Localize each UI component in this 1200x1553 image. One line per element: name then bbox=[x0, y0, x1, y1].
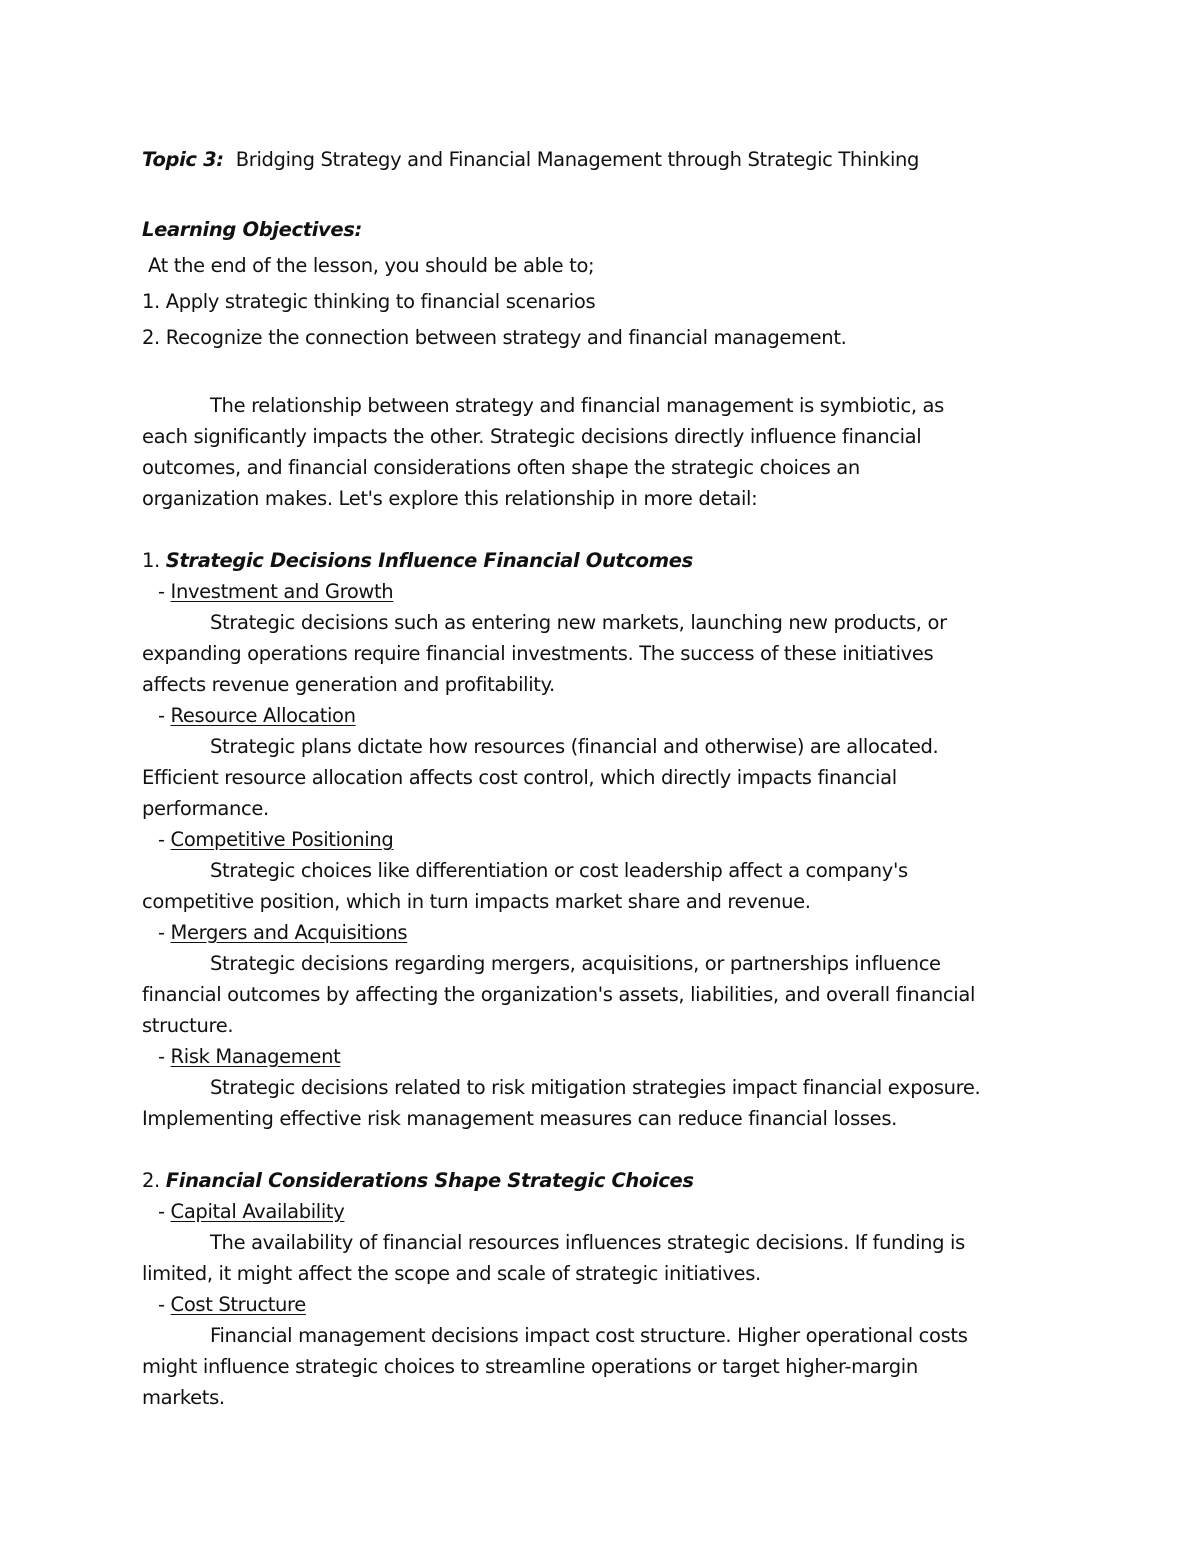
body-line: competitive position, which in turn impacts market share and revenue. bbox=[142, 890, 811, 913]
topic-title-line bbox=[142, 142, 1062, 178]
body-line: Strategic decisions such as entering new markets, launching new products, or bbox=[210, 611, 947, 634]
subsection-title: Competitive Positioning bbox=[170, 828, 394, 851]
body-line: Strategic plans dictate how resources (financial and otherwise) are allocated. bbox=[210, 735, 939, 758]
section-heading bbox=[142, 1165, 1062, 1196]
body-line: The availability of financial resources influences strategic decisions. If funding is bbox=[210, 1231, 965, 1254]
subsection-heading bbox=[142, 824, 1062, 855]
body-line: might influence strategic choices to streamline operations or target higher-margin bbox=[142, 1355, 918, 1378]
subsection-title: Resource Allocation bbox=[170, 704, 356, 727]
body-line: Strategic choices like differentiation or cost leadership affect a company's bbox=[210, 859, 908, 882]
body-line: Strategic decisions related to risk mitigation strategies impact financial exposure. bbox=[210, 1076, 981, 1099]
body-line: Efficient resource allocation affects cost control, which directly impacts financial bbox=[142, 766, 897, 789]
subsection-heading bbox=[142, 1289, 1062, 1320]
body-line: Implementing effective risk management measures can reduce financial losses. bbox=[142, 1107, 897, 1130]
objective-item: 2. Recognize the connection between strategy and financial management. bbox=[142, 326, 847, 349]
subsection-heading bbox=[142, 1041, 1062, 1072]
subsection-title: Cost Structure bbox=[170, 1293, 306, 1316]
body-line: markets. bbox=[142, 1386, 225, 1409]
objective-item: 1. Apply strategic thinking to financial scenarios bbox=[142, 290, 596, 313]
paragraph-line: organization makes. Let's explore this relationship in more detail: bbox=[142, 487, 758, 510]
subsection-heading bbox=[142, 1196, 1062, 1227]
subsection-title: Investment and Growth bbox=[170, 580, 394, 603]
paragraph-line: outcomes, and financial considerations often shape the strategic choices an bbox=[142, 456, 860, 479]
subsection-dash: - bbox=[158, 1293, 171, 1316]
subsection-title: Mergers and Acquisitions bbox=[170, 921, 408, 944]
objectives-intro: At the end of the lesson, you should be able to; bbox=[148, 254, 595, 277]
body-line: affects revenue generation and profitability. bbox=[142, 673, 555, 696]
body-line: limited, it might affect the scope and scale of strategic initiatives. bbox=[142, 1262, 761, 1285]
section-title: Strategic Decisions Influence Financial Outcomes bbox=[165, 549, 693, 572]
learning-objectives-heading: Learning Objectives: bbox=[142, 218, 362, 241]
body-line: financial outcomes by affecting the organization's assets, liabilities, and overall financial bbox=[142, 983, 976, 1006]
intro-paragraph bbox=[142, 390, 1062, 514]
section-title: Financial Considerations Shape Strategic Choices bbox=[165, 1169, 694, 1192]
paragraph-line: each significantly impacts the other. Strategic decisions directly influence financial bbox=[142, 425, 922, 448]
topic-title: Bridging Strategy and Financial Management through Strategic Thinking bbox=[235, 148, 920, 171]
body-line: structure. bbox=[142, 1014, 234, 1037]
subsection-dash: - bbox=[158, 921, 171, 944]
subsection-title: Risk Management bbox=[170, 1045, 341, 1068]
subsection-dash: - bbox=[158, 1200, 171, 1223]
subsection-heading bbox=[142, 917, 1062, 948]
section-number: 2. bbox=[142, 1169, 166, 1192]
subsection-title: Capital Availability bbox=[170, 1200, 345, 1223]
body-line: expanding operations require financial investments. The success of these initiatives bbox=[142, 642, 934, 665]
section-number: 1. bbox=[142, 549, 166, 572]
subsection-dash: - bbox=[158, 828, 171, 851]
body-line: performance. bbox=[142, 797, 269, 820]
subsection-heading bbox=[142, 576, 1062, 607]
topic-label: Topic 3: bbox=[142, 148, 224, 171]
document-page bbox=[142, 142, 1062, 1413]
body-line: Strategic decisions regarding mergers, acquisitions, or partnerships influence bbox=[210, 952, 941, 975]
body-line: Financial management decisions impact cost structure. Higher operational costs bbox=[210, 1324, 968, 1347]
paragraph-line: The relationship between strategy and financial management is symbiotic, as bbox=[210, 394, 944, 417]
subsection-heading bbox=[142, 700, 1062, 731]
subsection-dash: - bbox=[158, 1045, 171, 1068]
subsection-dash: - bbox=[158, 580, 171, 603]
subsection-dash: - bbox=[158, 704, 171, 727]
section-heading bbox=[142, 545, 1062, 576]
